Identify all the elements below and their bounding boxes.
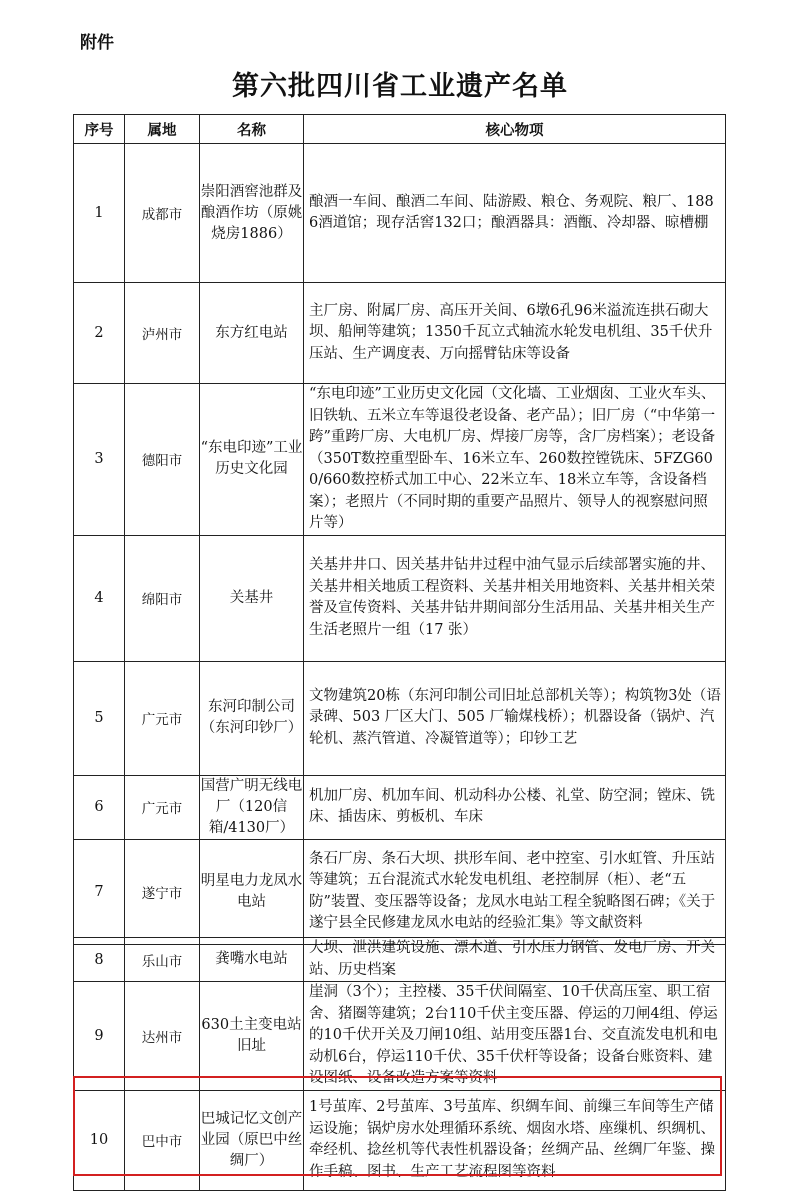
row-no: 4 bbox=[74, 535, 125, 661]
header-name: 名称 bbox=[200, 115, 304, 144]
heritage-table-part1 bbox=[73, 114, 726, 945]
row-area: 绵阳市 bbox=[125, 535, 200, 661]
header-area: 属地 bbox=[125, 115, 200, 144]
row-no: 7 bbox=[74, 839, 125, 944]
row-name: 东河印制公司（东河印钞厂） bbox=[200, 661, 304, 775]
row-area: 成都市 bbox=[125, 144, 200, 283]
row-core: 1号茧库、2号茧库、3号茧库、织绸车间、前缫三车间等生产储运设施；锅炉房水处理循环系统、烟囱水塔、座缫机、织绸机、牵经机、捻丝机等代表性机器设备；丝绸产品、丝绸厂年鉴、操作手稿、图书、生产工艺流程图等资料 bbox=[304, 1090, 726, 1190]
row-area: 乐山市 bbox=[125, 938, 200, 982]
row-core: 关基井井口、因关基井钻井过程中油气显示后续部署实施的井、关基井相关地质工程资料、关基井相关用地资料、关基井相关荣誉及宣传资料、关基井钻井期间部分生活用品、关基井相关生产生活老照片一组（17 张） bbox=[304, 535, 726, 661]
row-name: 国营广明无线电厂（120信箱/4130厂） bbox=[200, 775, 304, 839]
row-area: 达州市 bbox=[125, 982, 200, 1091]
table-row bbox=[74, 938, 726, 982]
document-title: 第六批四川省工业遗产名单 bbox=[232, 71, 568, 102]
row-area: 巴中市 bbox=[125, 1090, 200, 1190]
row-name: 明星电力龙凤水电站 bbox=[200, 839, 304, 944]
table-row bbox=[74, 1090, 726, 1190]
table-row bbox=[74, 982, 726, 1091]
row-name: “东电印迹”工业历史文化园 bbox=[200, 384, 304, 536]
row-area: 德阳市 bbox=[125, 384, 200, 536]
row-area: 泸州市 bbox=[125, 283, 200, 384]
row-core: 酿酒一车间、酿酒二车间、陆游殿、粮仓、务观院、粮厂、1886酒道馆；现存活窖132口；酿酒器具：酒甑、冷却器、晾槽棚 bbox=[304, 144, 726, 283]
row-area: 广元市 bbox=[125, 661, 200, 775]
table-row bbox=[74, 535, 726, 661]
table-row bbox=[74, 283, 726, 384]
header-no: 序号 bbox=[74, 115, 125, 144]
table-row bbox=[74, 775, 726, 839]
row-core: 主厂房、附属厂房、高压开关间、6墩6孔96米溢流连拱石砌大坝、船闸等建筑；1350千瓦立式轴流水轮发电机组、35千伏升压站、生产调度表、万向摇臂钻床等设备 bbox=[304, 283, 726, 384]
row-no: 6 bbox=[74, 775, 125, 839]
table-header-row bbox=[74, 115, 726, 144]
table-row bbox=[74, 384, 726, 536]
row-no: 9 bbox=[74, 982, 125, 1091]
row-core: “东电印迹”工业历史文化园（文化墙、工业烟囱、工业火车头、旧铁轨、五米立车等退役老设备、老产品）；旧厂房（“中华第一跨”重跨厂房、大电机厂房、焊接厂房等，含厂房档案）；老设备（350T数控重型卧车、16米立车、260数控镗铣床、5FZG600/660数控桥式加工中心、22米立车、18米立车等，含设备档案）；老照片（不同时期的重要产品照片、领导人的视察慰问照片等） bbox=[304, 384, 726, 536]
row-no: 10 bbox=[74, 1090, 125, 1190]
row-no: 1 bbox=[74, 144, 125, 283]
row-no: 5 bbox=[74, 661, 125, 775]
attachment-label: 附件 bbox=[80, 33, 114, 53]
row-core: 条石厂房、条石大坝、拱形车间、老中控室、引水虹管、升压站等建筑；五台混流式水轮发电机组、老控制屏（柜）、老“五防”装置、变压器等设备；龙凤水电站工程全貌略图石碑；《关于遂宁县全民修建龙凤水电站的经验汇集》等文献资料 bbox=[304, 839, 726, 944]
table-row bbox=[74, 839, 726, 944]
row-core: 崖洞（3个）；主控楼、35千伏间隔室、10千伏高压室、职工宿舍、猪圈等建筑；2台110千伏主变压器、停运的刀闸4组、停运的10千伏开关及刀闸10组、站用变压器1台、交直流发电机和电动机6台，停运110千伏、35千伏杆等设备；设备台账资料、建设图纸、设备改造方案等资料 bbox=[304, 982, 726, 1091]
table-row bbox=[74, 661, 726, 775]
row-area: 遂宁市 bbox=[125, 839, 200, 944]
row-name: 崇阳酒窖池群及酿酒作坊（原姚烧房1886） bbox=[200, 144, 304, 283]
row-name: 630土主变电站旧址 bbox=[200, 982, 304, 1091]
row-name: 东方红电站 bbox=[200, 283, 304, 384]
row-core: 文物建筑20栋（东河印制公司旧址总部机关等）；构筑物3处（语录碑、503 厂区大门、505 厂输煤栈桥）；机器设备（锅炉、汽轮机、蒸汽管道、冷凝管道等）；印钞工艺 bbox=[304, 661, 726, 775]
row-core: 机加厂房、机加车间、机动科办公楼、礼堂、防空洞；镗床、铣床、插齿床、剪板机、车床 bbox=[304, 775, 726, 839]
header-core: 核心物项 bbox=[304, 115, 726, 144]
heritage-table-part2 bbox=[73, 937, 726, 1191]
row-name: 巴城记忆文创产业园（原巴中丝绸厂） bbox=[200, 1090, 304, 1190]
row-core: 大坝、泄洪建筑设施、漂木道、引水压力钢管、发电厂房、开关站、历史档案 bbox=[304, 938, 726, 982]
row-area: 广元市 bbox=[125, 775, 200, 839]
row-no: 2 bbox=[74, 283, 125, 384]
row-name: 龚嘴水电站 bbox=[200, 938, 304, 982]
row-no: 3 bbox=[74, 384, 125, 536]
row-name: 关基井 bbox=[200, 535, 304, 661]
table-row bbox=[74, 144, 726, 283]
row-no: 8 bbox=[74, 938, 125, 982]
